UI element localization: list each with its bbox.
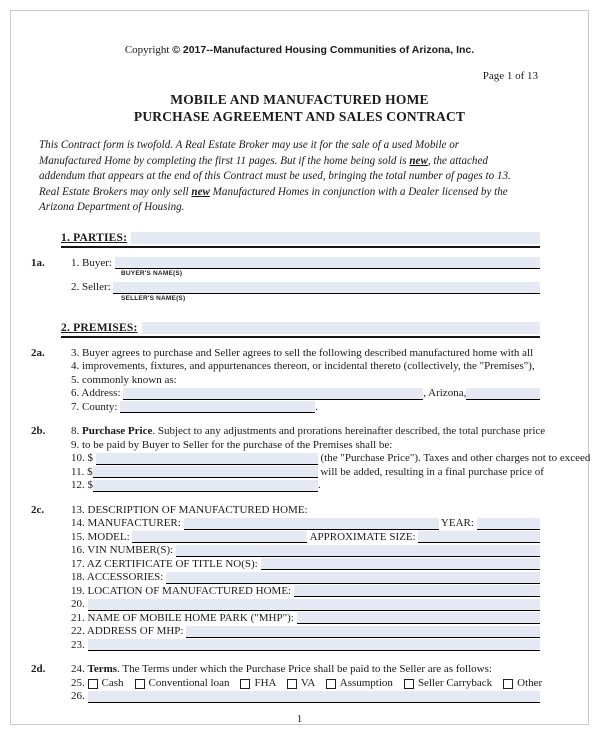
section-header-label: 1. PARTIES: [61, 231, 128, 244]
group-label: 1a. [31, 256, 45, 269]
text-run: (the "Purchase Price"). Taxes and other charges not to exceed [317, 452, 591, 465]
text-run: 19. LOCATION OF MANUFACTURED HOME: [71, 584, 294, 597]
text-run: . Subject to any adjustments and prorations hereinafter described, the total purchase price [152, 425, 546, 438]
group-label: 2a. [31, 346, 45, 359]
field-caption: SELLER'S NAME(S) [121, 294, 186, 302]
form-line [71, 387, 540, 401]
text-run: Seller Carryback [417, 676, 504, 689]
text-run: VA [300, 676, 326, 689]
text-run: Arizona Department of Housing. [39, 201, 185, 214]
intro-paragraph [39, 138, 568, 216]
form-blank[interactable] [132, 531, 307, 543]
text-run: 15. MODEL: [71, 530, 133, 543]
form-blank[interactable] [96, 453, 318, 465]
field-caption: BUYER'S NAME(S) [121, 270, 183, 278]
text-run: 5. commonly known as: [71, 373, 177, 386]
copyright-text: © 2017--Manufactured Housing Communities of Arizona, Inc. [172, 44, 475, 56]
form-blank[interactable] [261, 558, 541, 570]
form-blank[interactable] [477, 518, 540, 530]
document-title-line1: MOBILE AND MANUFACTURED HOME [170, 92, 429, 107]
form-blank[interactable] [93, 466, 318, 478]
text-run: FHA [254, 676, 287, 689]
copyright-prefix: Copyright [124, 44, 173, 56]
form-line [71, 639, 540, 653]
form-line [71, 281, 540, 295]
form-line [71, 625, 540, 639]
section-header [61, 230, 540, 248]
form-line [71, 663, 540, 677]
text-run: 4. improvements, fixtures, and appurtenances thereon, or incidental thereto (collectively, the "Premises"), [71, 360, 535, 373]
text-run: 21. NAME OF MOBILE HOME PARK ("MHP"): [71, 611, 297, 624]
form-line [71, 401, 540, 415]
text-run: 2. Seller: [71, 281, 114, 294]
form-body [11, 230, 591, 704]
form-blank[interactable] [466, 388, 540, 400]
text-run: 26. [71, 690, 88, 703]
text-run: Terms [87, 663, 118, 676]
form-line [71, 585, 540, 599]
section-header-label: 2. PREMISES: [61, 321, 138, 334]
text-run: 17. AZ CERTIFICATE OF TITLE NO(S): [71, 557, 261, 570]
section-header [61, 320, 540, 338]
form-group-2a [31, 347, 540, 415]
text-run: will be added, resulting in a final purchase price of [317, 465, 544, 478]
text-run: , Arizona, [423, 387, 467, 400]
form-line [71, 439, 540, 453]
intro-line [39, 138, 568, 154]
page-number-label: Page 1 of 13 [482, 70, 538, 82]
form-group-2d [31, 663, 543, 704]
document-title-line2: PURCHASE AGREEMENT AND SALES CONTRACT [133, 109, 466, 124]
form-line [71, 257, 540, 271]
form-line [71, 690, 540, 704]
form-blank[interactable] [120, 401, 315, 413]
form-blank[interactable] [294, 585, 540, 597]
header-highlight-band [131, 232, 540, 244]
form-line [71, 425, 546, 439]
intro-line [39, 185, 568, 201]
text-run: 1. Buyer: [71, 256, 115, 269]
text-run: 11. $ [71, 465, 93, 478]
text-run: . [315, 400, 318, 413]
text-run: Cash [101, 676, 135, 689]
form-line [71, 360, 540, 374]
group-label: 2c. [31, 503, 45, 516]
text-run: This Contract form is twofold. A Real Estate Broker may use it for the sale of a used Mobile or [39, 139, 460, 151]
text-run: 18. ACCESSORIES: [71, 571, 167, 584]
form-line [71, 374, 540, 388]
checkbox[interactable] [287, 679, 297, 689]
form-blank[interactable] [115, 257, 540, 269]
group-label: 2d. [31, 663, 46, 676]
form-blank[interactable] [88, 599, 541, 611]
intro-line [39, 200, 568, 216]
form-line [71, 531, 540, 545]
text-run: new [191, 185, 210, 198]
text-run: . [318, 479, 321, 492]
footer-page-number: 1 [296, 712, 303, 725]
group-label: 2b. [31, 425, 46, 438]
form-line [71, 465, 544, 480]
text-run: Real Estate Brokers may only sell [39, 185, 192, 198]
form-blank[interactable] [176, 545, 540, 557]
form-group-1a [31, 257, 540, 306]
text-run: Conventional loan [148, 676, 241, 689]
form-line [71, 571, 540, 585]
text-run: Assumption [339, 676, 404, 689]
form-blank[interactable] [88, 691, 541, 703]
text-run: YEAR: [438, 517, 477, 530]
form-blank[interactable] [123, 388, 423, 400]
form-line [71, 676, 543, 691]
form-blank[interactable] [166, 572, 540, 584]
text-run: 13. DESCRIPTION OF MANUFACTURED HOME: [71, 503, 308, 516]
form-blank[interactable] [113, 282, 540, 294]
copyright-line [11, 44, 588, 56]
text-run: 10. $ [71, 452, 96, 465]
text-run: 24. [71, 663, 88, 676]
form-blank[interactable] [93, 480, 318, 492]
page-frame [10, 10, 589, 725]
text-run: 20. [71, 598, 88, 611]
text-run: new [409, 154, 428, 167]
text-run: 8. [71, 425, 82, 438]
form-line [71, 558, 540, 572]
text-run: . The Terms under which the Purchase Price shall be paid to the Seller are as follows: [117, 663, 492, 676]
text-run: 25. [71, 676, 88, 689]
form-blank[interactable] [88, 639, 541, 651]
text-run: 23. [71, 638, 88, 651]
form-line [71, 612, 540, 626]
text-run: 6. Address: [71, 387, 124, 400]
header-highlight-band [142, 322, 540, 334]
form-line [71, 544, 540, 558]
text-run: 16. VIN NUMBER(S): [71, 544, 176, 557]
form-line [71, 504, 540, 518]
checkbox[interactable] [135, 679, 145, 689]
text-run: , the attached [427, 154, 488, 167]
form-blank[interactable] [186, 626, 540, 638]
text-run: Manufactured Homes in conjunction with a Dealer licensed by the [209, 185, 508, 198]
document-title [11, 91, 588, 125]
text-run: Other [517, 676, 543, 689]
intro-line [39, 154, 568, 170]
text-run: 7. County: [71, 400, 121, 413]
form-line [71, 598, 540, 612]
form-line [71, 452, 591, 466]
form-line [71, 517, 540, 531]
form-group-2b [31, 425, 591, 493]
text-run: 9. to be paid by Buyer to Seller for the purchase of the Premises shall be: [71, 438, 393, 451]
checkbox[interactable] [88, 679, 98, 689]
text-run: Purchase Price [82, 425, 153, 438]
text-run: addendum that appears at the end of this Contract must be used, bringing the total number of pages to 13. [39, 170, 511, 183]
form-line [71, 479, 540, 493]
intro-line [39, 169, 568, 185]
text-run: Manufactured Home by completing the first 11 pages. But if the home being sold is [39, 154, 410, 167]
checkbox[interactable] [240, 679, 250, 689]
text-run: APPROXIMATE SIZE: [307, 530, 419, 543]
text-run: 14. MANUFACTURER: [71, 517, 184, 530]
checkbox[interactable] [404, 679, 414, 689]
checkbox[interactable] [503, 679, 513, 689]
form-blank[interactable] [297, 612, 540, 624]
form-blank[interactable] [184, 518, 439, 530]
text-run: 3. Buyer agrees to purchase and Seller agrees to sell the following described manufactured home with all [71, 346, 534, 359]
text-run: 22. ADDRESS OF MHP: [71, 625, 187, 638]
form-group-2c [31, 504, 540, 653]
checkbox[interactable] [326, 679, 336, 689]
text-run: 12. $ [71, 479, 93, 492]
form-blank[interactable] [418, 531, 540, 543]
form-line [71, 347, 540, 361]
